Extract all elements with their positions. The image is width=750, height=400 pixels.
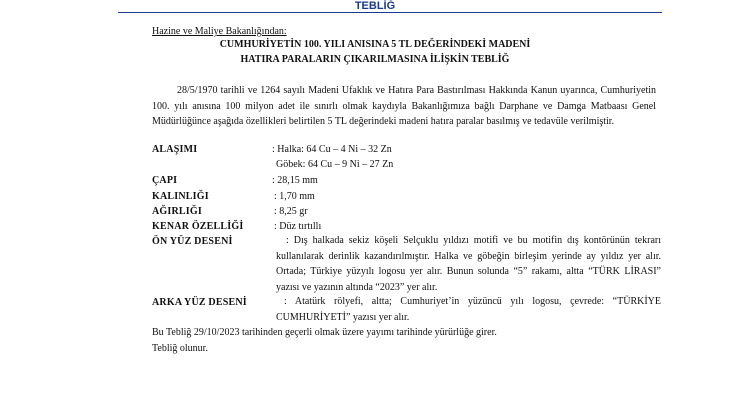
spec-label: KALINLIĞI [152, 191, 209, 202]
spec-value: : 1,70 mm [274, 191, 315, 202]
spec-value: : 28,15 mm [272, 175, 318, 186]
effective-date-statement: Bu Tebliğ 29/10/2023 tarihinden geçerli olmak üzere yayımı tarihinde yürürlüğe girer. [152, 327, 497, 338]
spec-value: : 8,25 gr [274, 206, 308, 217]
intro-paragraph: 28/5/1970 tarihli ve 1264 sayılı Madeni Ufaklık ve Hatıra Para Bastırılması Hakkında Kanun uyarınca, Cumhuriyetin 100. yılı anısına 100 milyon adet ile sınırlı olmak kaydıyla Bakanlığımıza bağlı Darphane ve Damga Matbaası Genel Müdürlüğünce aşağıda özellikleri belirtilen 5 TL değerindeki madeni hatıra paralar basılmış ve tedavüle verilmiştir. [152, 85, 656, 127]
spec-reverse-value: : Atatürk rölyefi, altta; Cumhuriyet’in yüzüncü yılı logosu, çevrede: “TÜRKİYE CUMHURİYETİ” yazısı yer alır. [276, 296, 661, 323]
spec-value: : Düz tırtıllı [274, 221, 322, 232]
spec-label: ÇAPI [152, 175, 178, 186]
spec-value: : Halka: 64 Cu – 4 Ni – 32 Zn [272, 144, 392, 155]
spec-label: AĞIRLIĞI [152, 206, 202, 217]
spec-obverse-value: : Dış halkada sekiz köşeli Selçuklu yıldızı motifi ve bu motifin dış kontörünün tekrarı kullanılarak derinlik kazandırılmıştır. Halka ve göbeğin birleşim yerinde ay yıldız yer alır. Ortada; Türkiye yüzyılı logosu yer alır. Bunun solunda “5” rakamı, altta “TÜRK LİRASI” yazısı ve yazının altında “2023” yer alır. [276, 235, 661, 293]
document-title-line-1: CUMHURİYETİN 100. YILI ANISINA 5 TL DEĞERİNDEKİ MADENİ [219, 39, 531, 50]
spec-value: Göbek: 64 Cu – 9 Ni – 27 Zn [276, 159, 394, 170]
spec-label: ÖN YÜZ DESENİ [152, 236, 233, 247]
spec-label: ALAŞIMI [152, 144, 198, 155]
spec-label: KENAR ÖZELLİĞİ [152, 221, 244, 232]
closing-statement: Tebliğ olunur. [152, 343, 208, 354]
spec-label: ARKA YÜZ DESENİ [152, 297, 247, 308]
section-heading: TEBLİĞ [354, 0, 396, 12]
issuer-line: Hazine ve Maliye Bakanlığından: [152, 26, 287, 37]
document-title-line-2: HATIRA PARALARIN ÇIKARILMASINA İLİŞKİN TEBLİĞ [240, 54, 510, 65]
